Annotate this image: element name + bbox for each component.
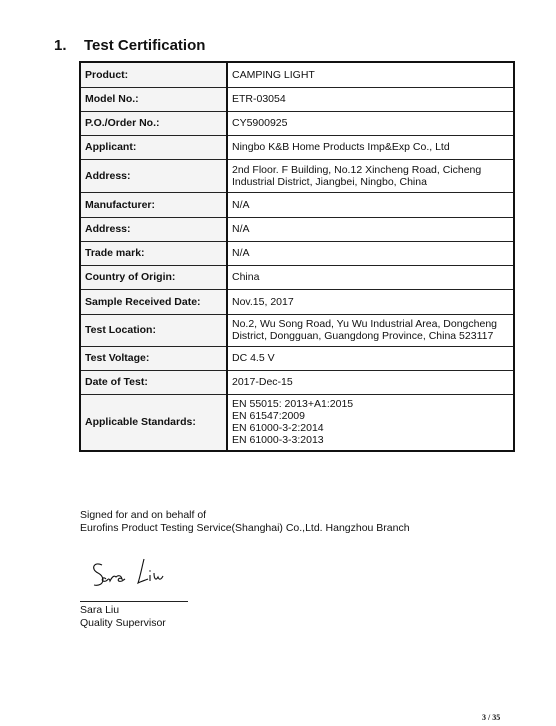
row-value-line: CY5900925 — [232, 117, 288, 129]
table-row — [80, 135, 514, 159]
row-label: P.O./Order No.: — [80, 111, 227, 135]
row-label: Address: — [80, 217, 227, 241]
row-value — [227, 314, 514, 346]
row-label: Trade mark: — [80, 241, 227, 265]
certification-table — [79, 61, 515, 452]
section-heading: Test Certification — [84, 37, 206, 54]
handwritten-signature — [88, 555, 188, 597]
row-value — [227, 135, 514, 159]
row-value — [227, 62, 514, 87]
section-number: 1. — [54, 37, 67, 54]
row-value — [227, 289, 514, 314]
signoff-company: Eurofins Product Testing Service(Shanghai) Co.,Ltd. Hangzhou Branch — [80, 522, 410, 534]
row-value-line: Industrial District, Jiangbei, Ningbo, China — [232, 175, 427, 188]
row-value-line: N/A — [232, 223, 250, 235]
row-value-line: EN 61000-3-3:2013 — [232, 434, 324, 447]
row-value-line: EN 61000-3-2:2014 — [232, 422, 324, 435]
row-value-line: N/A — [232, 247, 250, 259]
table-row — [80, 346, 514, 370]
row-label: Model No.: — [80, 87, 227, 111]
row-value — [227, 241, 514, 265]
row-label: Manufacturer: — [80, 192, 227, 217]
table-row — [80, 370, 514, 394]
table-row — [80, 265, 514, 289]
row-label: Date of Test: — [80, 370, 227, 394]
table-row — [80, 314, 514, 346]
row-value-line: EN 55015: 2013+A1:2015 — [232, 398, 354, 411]
row-value — [227, 370, 514, 394]
row-label: Country of Origin: — [80, 265, 227, 289]
row-value-line: No.2, Wu Song Road, Yu Wu Industrial Area, Dongcheng — [232, 318, 498, 330]
row-value-line: Ningbo K&B Home Products Imp&Exp Co., Ltd — [232, 141, 450, 153]
row-value-line: China — [232, 271, 260, 283]
signer-name: Sara Liu — [80, 604, 120, 616]
page-number: 3 / 35 — [482, 713, 501, 722]
row-label: Sample Received Date: — [80, 289, 227, 314]
row-value-line: DC 4.5 V — [232, 352, 275, 364]
row-label: Product: — [80, 62, 227, 87]
row-value-line: ETR-03054 — [232, 93, 286, 105]
row-value — [227, 265, 514, 289]
table-row — [80, 62, 514, 87]
signoff-block — [80, 509, 410, 535]
table-row — [80, 241, 514, 265]
table-row — [80, 111, 514, 135]
row-value — [227, 111, 514, 135]
table-row — [80, 217, 514, 241]
row-value — [227, 192, 514, 217]
row-value-line: 2017-Dec-15 — [232, 376, 293, 388]
table-row — [80, 87, 514, 111]
section-title — [54, 37, 205, 54]
row-label: Test Voltage: — [80, 346, 227, 370]
row-value-line: EN 61547:2009 — [232, 410, 305, 423]
table-row — [80, 394, 514, 451]
row-label: Applicable Standards: — [80, 394, 227, 451]
signer-block — [80, 604, 166, 630]
row-value-line: District, Dongguan, Guangdong Province, China 523117 — [232, 330, 494, 342]
signoff-line-1: Signed for and on behalf of — [80, 509, 207, 521]
table-row — [80, 159, 514, 192]
signer-role: Quality Supervisor — [80, 617, 166, 629]
signature-line — [80, 601, 188, 602]
row-value-line: Nov.15, 2017 — [232, 295, 294, 308]
row-value — [227, 159, 514, 192]
row-value — [227, 346, 514, 370]
row-label: Test Location: — [80, 314, 227, 346]
row-value-line: 2nd Floor. F Building, No.12 Xincheng Road, Cicheng — [232, 163, 482, 176]
row-value-line: N/A — [232, 198, 250, 211]
row-value — [227, 217, 514, 241]
table-row — [80, 192, 514, 217]
row-label: Applicant: — [80, 135, 227, 159]
row-value — [227, 394, 514, 451]
table-row — [80, 289, 514, 314]
row-value-line: CAMPING LIGHT — [232, 68, 315, 81]
row-value — [227, 87, 514, 111]
row-label: Address: — [80, 159, 227, 192]
